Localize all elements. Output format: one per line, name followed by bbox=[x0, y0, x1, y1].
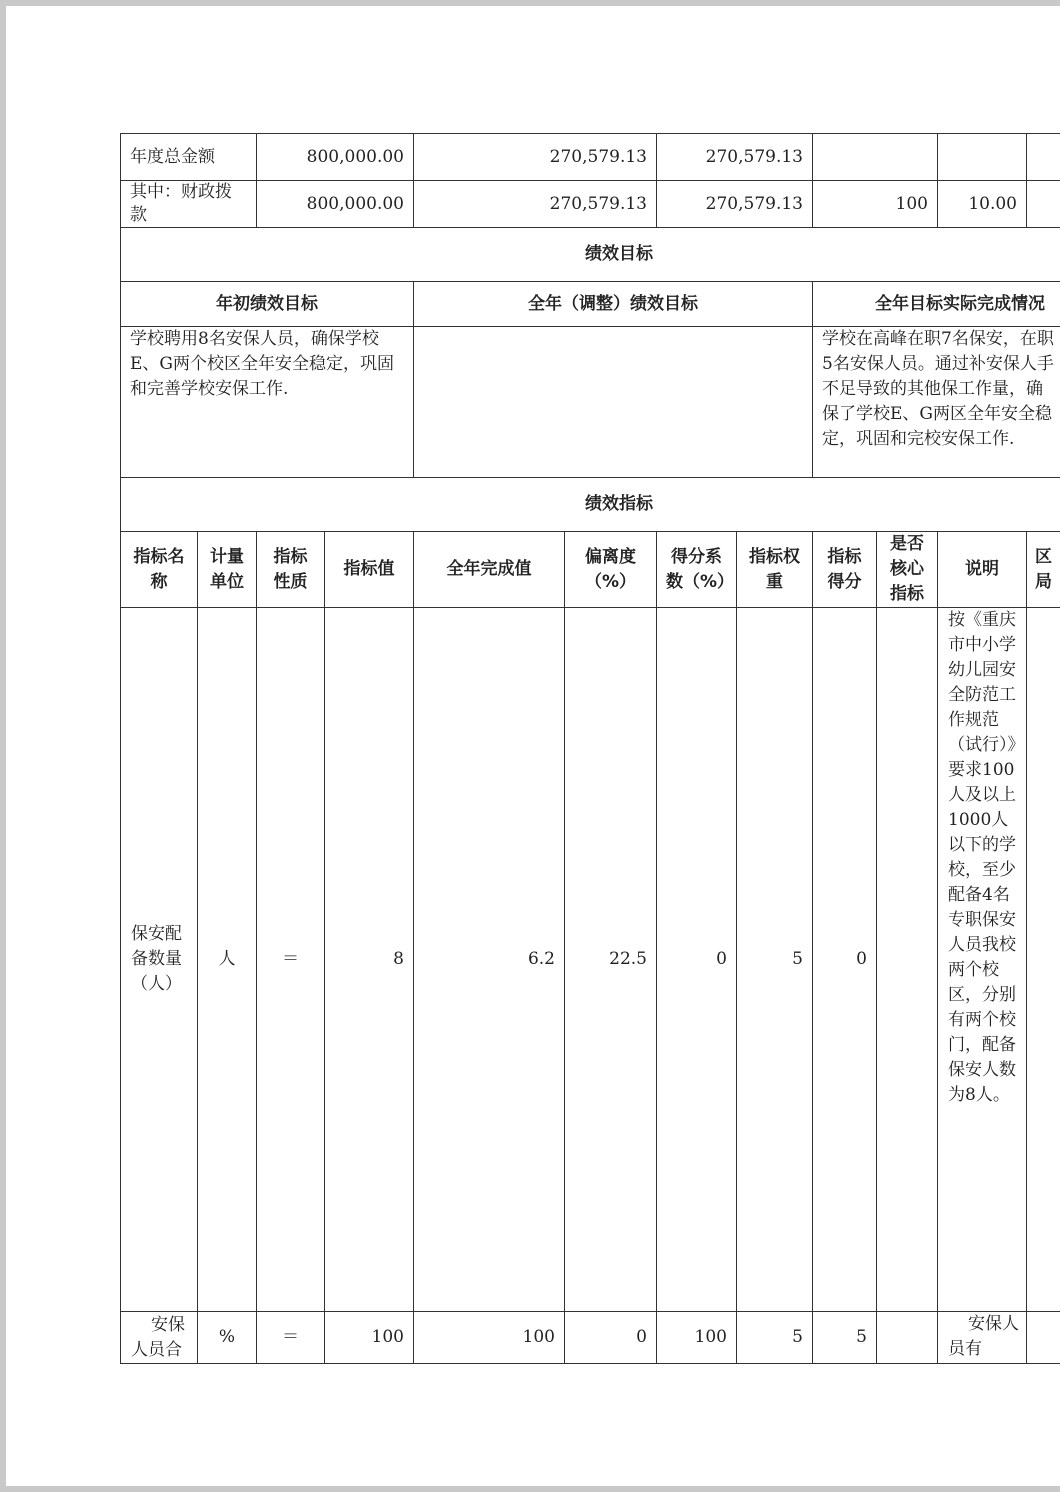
indicator-1-note: 按《重庆市中小学幼儿园安全防范工作规范（试行）》要求100人及以上1000人以下的学校，至少配备4名专职保安人员我校两个校区，分别有两个校门，配备保安人数为8人。 bbox=[938, 608, 1027, 1312]
indicator-row bbox=[121, 608, 1060, 1312]
indicator-1-core bbox=[877, 608, 938, 1312]
indicator-1-coef: 0 bbox=[657, 608, 737, 1312]
indicator-2-coef: 100 bbox=[657, 1312, 737, 1364]
fund-row-fiscal bbox=[121, 181, 1060, 228]
indicator-1-actual: 6.2 bbox=[414, 608, 565, 1312]
indicator-2-note: 安保人员有 bbox=[948, 1314, 1019, 1359]
fund-fiscal-budget: 800,000.00 bbox=[257, 181, 414, 228]
indicator-2-unit: % bbox=[198, 1312, 257, 1364]
indicator-1-nature: ＝ bbox=[257, 608, 325, 1312]
fund-fiscal-executed: 270,579.13 bbox=[657, 181, 813, 228]
fund-fiscal-label: 其中：财政拨款 bbox=[121, 181, 257, 228]
header-unit: 计量单位 bbox=[198, 532, 257, 608]
fund-row-total bbox=[121, 134, 1060, 181]
header-note: 说明 bbox=[938, 532, 1027, 608]
indicator-2-nature: ＝ bbox=[257, 1312, 325, 1364]
header-nature: 指标性质 bbox=[257, 532, 325, 608]
indicator-1-name: 保安配备数量（人） bbox=[121, 608, 198, 1312]
indicator-1-extra bbox=[1027, 608, 1060, 1312]
header-extra: 区局 bbox=[1035, 546, 1052, 592]
indicator-1-target: 8 bbox=[325, 608, 414, 1312]
indicator-2-extra bbox=[1027, 1312, 1060, 1364]
indicator-row bbox=[121, 1312, 1060, 1364]
goals-col-adjusted: 全年（调整）绩效目标 bbox=[414, 282, 813, 327]
goals-col-initial: 年初绩效目标 bbox=[121, 282, 414, 327]
indicator-2-score: 5 bbox=[813, 1312, 877, 1364]
indicator-2-target: 100 bbox=[325, 1312, 414, 1364]
indicators-title-row bbox=[121, 478, 1060, 532]
fund-total-rate bbox=[813, 134, 938, 181]
header-score: 指标得分 bbox=[813, 532, 877, 608]
fund-total-label: 年度总金额 bbox=[121, 134, 257, 181]
goals-initial-text: 学校聘用8名安保人员，确保学校E、G两个校区全年安全稳定，巩固和完善学校安保工作. bbox=[121, 327, 414, 478]
goals-content-row bbox=[121, 327, 1060, 478]
indicator-2-deviation: 0 bbox=[565, 1312, 657, 1364]
indicator-1-unit: 人 bbox=[198, 608, 257, 1312]
fund-fiscal-rate: 100 bbox=[813, 181, 938, 228]
fund-total-executed: 270,579.13 bbox=[657, 134, 813, 181]
goals-header-row bbox=[121, 282, 1060, 327]
fund-fiscal-adjusted: 270,579.13 bbox=[414, 181, 657, 228]
header-actual: 全年完成值 bbox=[414, 532, 565, 608]
header-target: 指标值 bbox=[325, 532, 414, 608]
indicator-2-core bbox=[877, 1312, 938, 1364]
indicator-1-score: 0 bbox=[813, 608, 877, 1312]
indicator-1-weight: 5 bbox=[737, 608, 813, 1312]
indicator-2-weight: 5 bbox=[737, 1312, 813, 1364]
goals-col-actual: 全年目标实际完成情况 bbox=[813, 282, 1060, 327]
indicator-1-deviation: 22.5 bbox=[565, 608, 657, 1312]
fund-total-adjusted: 270,579.13 bbox=[414, 134, 657, 181]
header-name: 指标名称 bbox=[121, 532, 198, 608]
header-deviation: 偏离度（%） bbox=[565, 532, 657, 608]
indicators-header-row bbox=[121, 532, 1060, 608]
fund-fiscal-extra bbox=[1027, 181, 1060, 228]
fund-fiscal-score: 10.00 bbox=[938, 181, 1027, 228]
goals-adjusted-text bbox=[414, 327, 813, 478]
goals-actual-text: 学校在高峰在职7名保安，在职5名安保人员。通过补安保人手不足导致的其他保工作量，确保了学校E、G两区全年安全稳定，巩固和完校安保工作. bbox=[822, 329, 1054, 449]
header-weight: 指标权重 bbox=[737, 532, 813, 608]
fund-total-budget: 800,000.00 bbox=[257, 134, 414, 181]
indicators-section-title: 绩效指标 bbox=[585, 494, 653, 514]
goals-title-row bbox=[121, 228, 1060, 282]
header-coef: 得分系数（%） bbox=[657, 532, 737, 608]
document-page bbox=[6, 6, 1060, 1486]
indicator-2-actual: 100 bbox=[414, 1312, 565, 1364]
fund-total-score bbox=[938, 134, 1027, 181]
header-core: 是否核心指标 bbox=[877, 532, 938, 608]
fund-total-extra bbox=[1027, 134, 1060, 181]
goals-section-title: 绩效目标 bbox=[585, 244, 653, 264]
performance-table bbox=[120, 133, 1060, 1364]
indicator-2-name: 安保人员合 bbox=[131, 1314, 185, 1360]
